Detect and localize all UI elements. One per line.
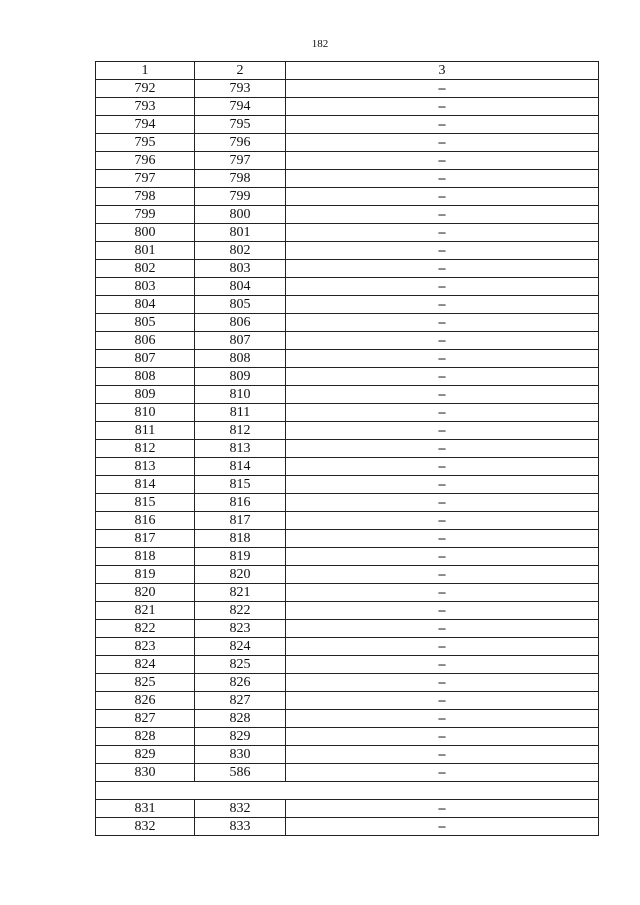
cell-col-3: – bbox=[286, 458, 599, 476]
table-row bbox=[96, 530, 599, 548]
cell-col-2: 793 bbox=[195, 80, 286, 98]
cell-col-2: 802 bbox=[195, 242, 286, 260]
cell-col-3: – bbox=[286, 152, 599, 170]
cell-col-2: 811 bbox=[195, 404, 286, 422]
cell-col-3: – bbox=[286, 404, 599, 422]
table-row bbox=[96, 350, 599, 368]
cell-col-2: 799 bbox=[195, 188, 286, 206]
cell-col-1: 795 bbox=[96, 134, 195, 152]
cell-col-2: 827 bbox=[195, 692, 286, 710]
gap-cell bbox=[96, 782, 599, 800]
cell-col-1: 800 bbox=[96, 224, 195, 242]
table-row bbox=[96, 746, 599, 764]
cell-col-2: 818 bbox=[195, 530, 286, 548]
table-row bbox=[96, 188, 599, 206]
cell-col-2: 796 bbox=[195, 134, 286, 152]
cell-col-3: – bbox=[286, 98, 599, 116]
cell-col-1: 818 bbox=[96, 548, 195, 566]
table-gap-row bbox=[96, 782, 599, 800]
cell-col-1: 827 bbox=[96, 710, 195, 728]
table-row bbox=[96, 674, 599, 692]
cell-col-1: 817 bbox=[96, 530, 195, 548]
cell-col-1: 793 bbox=[96, 98, 195, 116]
cell-col-1: 801 bbox=[96, 242, 195, 260]
cell-col-3: – bbox=[286, 764, 599, 782]
cell-col-1: 799 bbox=[96, 206, 195, 224]
table-row bbox=[96, 260, 599, 278]
page-number: 182 bbox=[311, 38, 329, 50]
cell-col-2: 813 bbox=[195, 440, 286, 458]
cell-col-2: 812 bbox=[195, 422, 286, 440]
table-row bbox=[96, 404, 599, 422]
table-row bbox=[96, 368, 599, 386]
cell-col-3: – bbox=[286, 530, 599, 548]
cell-col-1: 825 bbox=[96, 674, 195, 692]
table-row bbox=[96, 314, 599, 332]
table-row bbox=[96, 224, 599, 242]
column-header-1: 1 bbox=[96, 62, 195, 80]
cell-col-3: – bbox=[286, 692, 599, 710]
cell-col-2: 808 bbox=[195, 350, 286, 368]
cell-col-1: 823 bbox=[96, 638, 195, 656]
table-row bbox=[96, 728, 599, 746]
cell-col-2: 822 bbox=[195, 602, 286, 620]
table-row bbox=[96, 566, 599, 584]
cell-col-2: 803 bbox=[195, 260, 286, 278]
cell-col-2: 800 bbox=[195, 206, 286, 224]
cell-col-3: – bbox=[286, 602, 599, 620]
cell-col-3: – bbox=[286, 440, 599, 458]
table-row bbox=[96, 170, 599, 188]
table-row bbox=[96, 386, 599, 404]
cell-col-2: 805 bbox=[195, 296, 286, 314]
cell-col-1: 824 bbox=[96, 656, 195, 674]
cell-col-2: 823 bbox=[195, 620, 286, 638]
cell-col-1: 819 bbox=[96, 566, 195, 584]
cell-col-1: 809 bbox=[96, 386, 195, 404]
table-row bbox=[96, 494, 599, 512]
table-row bbox=[96, 116, 599, 134]
cell-col-2: 797 bbox=[195, 152, 286, 170]
cell-col-2: 819 bbox=[195, 548, 286, 566]
table-header-row bbox=[96, 62, 599, 80]
cell-col-1: 813 bbox=[96, 458, 195, 476]
cell-col-1: 826 bbox=[96, 692, 195, 710]
cell-col-3: – bbox=[286, 170, 599, 188]
cell-col-2: 809 bbox=[195, 368, 286, 386]
cell-col-2: 814 bbox=[195, 458, 286, 476]
cell-col-3: – bbox=[286, 746, 599, 764]
cell-col-1: 815 bbox=[96, 494, 195, 512]
table-row bbox=[96, 440, 599, 458]
cell-col-3: – bbox=[286, 368, 599, 386]
cell-col-2: 816 bbox=[195, 494, 286, 512]
cell-col-2: 829 bbox=[195, 728, 286, 746]
table-row bbox=[96, 206, 599, 224]
cell-col-1: 796 bbox=[96, 152, 195, 170]
cell-col-3: – bbox=[286, 476, 599, 494]
cell-col-2: 824 bbox=[195, 638, 286, 656]
table-row bbox=[96, 134, 599, 152]
cell-col-2: 832 bbox=[195, 800, 286, 818]
cell-col-1: 802 bbox=[96, 260, 195, 278]
cell-col-2: 828 bbox=[195, 710, 286, 728]
column-header-3: 3 bbox=[286, 62, 599, 80]
cell-col-1: 812 bbox=[96, 440, 195, 458]
table-row bbox=[96, 476, 599, 494]
cell-col-1: 806 bbox=[96, 332, 195, 350]
cell-col-2: 804 bbox=[195, 278, 286, 296]
table-row bbox=[96, 602, 599, 620]
cell-col-3: – bbox=[286, 584, 599, 602]
cell-col-3: – bbox=[286, 512, 599, 530]
table-row bbox=[96, 332, 599, 350]
cell-col-2: 820 bbox=[195, 566, 286, 584]
cell-col-2: 806 bbox=[195, 314, 286, 332]
table-row bbox=[96, 512, 599, 530]
cell-col-1: 803 bbox=[96, 278, 195, 296]
cell-col-2: 815 bbox=[195, 476, 286, 494]
cell-col-1: 811 bbox=[96, 422, 195, 440]
cell-col-3: – bbox=[286, 638, 599, 656]
cell-col-1: 829 bbox=[96, 746, 195, 764]
table-row bbox=[96, 656, 599, 674]
cell-col-2: 798 bbox=[195, 170, 286, 188]
cell-col-1: 816 bbox=[96, 512, 195, 530]
cell-col-3: – bbox=[286, 548, 599, 566]
cell-col-3: – bbox=[286, 134, 599, 152]
cell-col-3: – bbox=[286, 728, 599, 746]
cell-col-3: – bbox=[286, 386, 599, 404]
table-row bbox=[96, 548, 599, 566]
cell-col-1: 798 bbox=[96, 188, 195, 206]
cell-col-3: – bbox=[286, 422, 599, 440]
cell-col-3: – bbox=[286, 332, 599, 350]
cell-col-3: – bbox=[286, 296, 599, 314]
table-row bbox=[96, 800, 599, 818]
cell-col-2: 830 bbox=[195, 746, 286, 764]
cell-col-2: 821 bbox=[195, 584, 286, 602]
cell-col-1: 828 bbox=[96, 728, 195, 746]
cell-col-1: 832 bbox=[96, 818, 195, 836]
table-row bbox=[96, 242, 599, 260]
cell-col-3: – bbox=[286, 494, 599, 512]
table-row bbox=[96, 620, 599, 638]
table-row bbox=[96, 458, 599, 476]
table-row bbox=[96, 98, 599, 116]
cell-col-1: 814 bbox=[96, 476, 195, 494]
cell-col-1: 805 bbox=[96, 314, 195, 332]
table-row bbox=[96, 152, 599, 170]
cell-col-1: 792 bbox=[96, 80, 195, 98]
cell-col-3: – bbox=[286, 80, 599, 98]
cell-col-2: 825 bbox=[195, 656, 286, 674]
cell-col-1: 807 bbox=[96, 350, 195, 368]
cell-col-2: 795 bbox=[195, 116, 286, 134]
cell-col-3: – bbox=[286, 278, 599, 296]
cell-col-1: 830 bbox=[96, 764, 195, 782]
cell-col-2: 826 bbox=[195, 674, 286, 692]
cell-col-2: 801 bbox=[195, 224, 286, 242]
table-row bbox=[96, 692, 599, 710]
cell-col-1: 810 bbox=[96, 404, 195, 422]
cell-col-3: – bbox=[286, 656, 599, 674]
cell-col-3: – bbox=[286, 674, 599, 692]
cell-col-2: 817 bbox=[195, 512, 286, 530]
cell-col-3: – bbox=[286, 566, 599, 584]
cell-col-1: 794 bbox=[96, 116, 195, 134]
cell-col-1: 797 bbox=[96, 170, 195, 188]
cell-col-2: 810 bbox=[195, 386, 286, 404]
cell-col-3: – bbox=[286, 800, 599, 818]
table-row bbox=[96, 710, 599, 728]
table-row bbox=[96, 278, 599, 296]
cell-col-2: 807 bbox=[195, 332, 286, 350]
cell-col-1: 820 bbox=[96, 584, 195, 602]
cell-col-1: 831 bbox=[96, 800, 195, 818]
cell-col-1: 804 bbox=[96, 296, 195, 314]
table-row bbox=[96, 422, 599, 440]
cell-col-1: 821 bbox=[96, 602, 195, 620]
cell-col-2: 586 bbox=[195, 764, 286, 782]
cell-col-2: 833 bbox=[195, 818, 286, 836]
cell-col-3: – bbox=[286, 206, 599, 224]
cell-col-3: – bbox=[286, 260, 599, 278]
cell-col-3: – bbox=[286, 188, 599, 206]
cell-col-3: – bbox=[286, 620, 599, 638]
cell-col-3: – bbox=[286, 350, 599, 368]
table-row bbox=[96, 818, 599, 836]
data-table bbox=[95, 61, 599, 836]
cell-col-3: – bbox=[286, 242, 599, 260]
table-row bbox=[96, 638, 599, 656]
table-row bbox=[96, 764, 599, 782]
cell-col-1: 822 bbox=[96, 620, 195, 638]
cell-col-3: – bbox=[286, 314, 599, 332]
cell-col-2: 794 bbox=[195, 98, 286, 116]
column-header-2: 2 bbox=[195, 62, 286, 80]
cell-col-3: – bbox=[286, 818, 599, 836]
cell-col-1: 808 bbox=[96, 368, 195, 386]
table-row bbox=[96, 80, 599, 98]
cell-col-3: – bbox=[286, 224, 599, 242]
table-row bbox=[96, 296, 599, 314]
table-row bbox=[96, 584, 599, 602]
cell-col-3: – bbox=[286, 116, 599, 134]
cell-col-3: – bbox=[286, 710, 599, 728]
table-body bbox=[96, 62, 599, 836]
